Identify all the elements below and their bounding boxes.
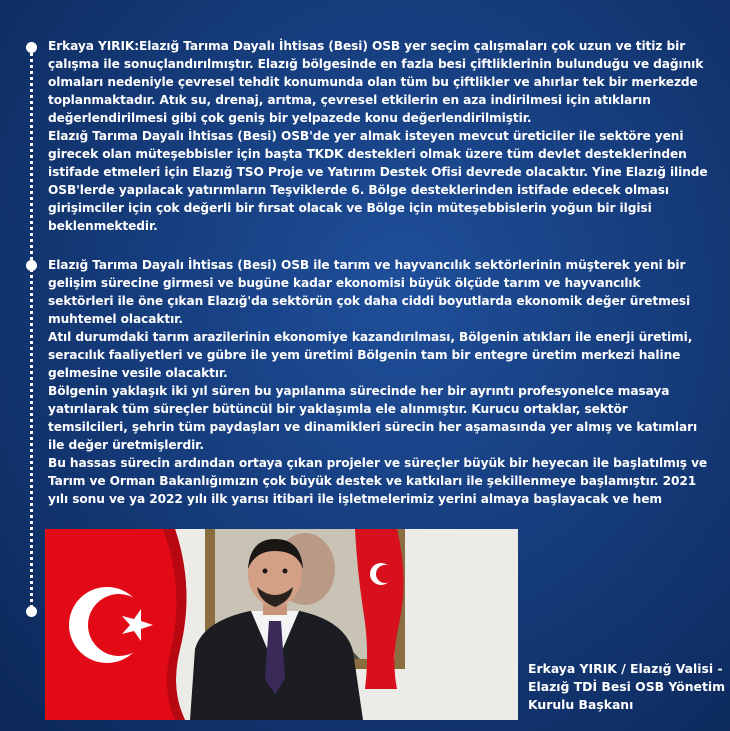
article-section-1: [48, 37, 710, 235]
timeline-dot-bottom: [26, 606, 37, 617]
paragraph: Elazığ Tarıma Dayalı İhtisas (Besi) OSB ile tarım ve hayvancılık sektörlerinin müşterek yeni bir gelişim sürecine girmesi ve bugüne kadar ekonomisi büyük ölçüde tarım ve hayvancılık sektörleri ile öne çıkan Elazığ'da sektörün çok daha ciddi boyutlarda ekonomik değer üretmesi muhtemel olacaktır.: [48, 258, 691, 326]
caption-line: Erkaya YIRIK / Elazığ Valisi -: [528, 661, 723, 676]
timeline-dot-top: [26, 42, 37, 53]
governor-portrait-photo: [45, 529, 518, 720]
paragraph: Erkaya YIRIK:Elazığ Tarıma Dayalı İhtisas (Besi) OSB yer seçim çalışmaları çok uzun ve titiz bir çalışma ile sonuçlandırılmıştır. Elazığ bölgesinde en fazla besi çiftliklerinin bulunduğu ve dağınık olmaları nedeniyle çevresel tehdit konumunda olan tüm bu çiftlikler ve ahırlar tek bir merkezde toplanmaktadır. Atık su, drenaj, arıtma, çevresel etkilerin en aza indirilmesi için atıkların değerlendirilmesi gibi çok geniş bir yelpazede konu değerlendirilmiştir.: [48, 39, 704, 125]
timeline-dot-middle: [26, 260, 37, 271]
article-section-2: [48, 256, 710, 508]
paragraph: Atıl durumdaki tarım arazilerinin ekonomiye kazandırılması, Bölgenin atıkları ile enerji üretimi, seracılık faaliyetleri ve gübre ile yem üretimi Bölgenin tam bir entegre üretim merkezi haline gelmesine vesile olacaktır.: [48, 330, 693, 380]
paragraph: Elazığ Tarıma Dayalı İhtisas (Besi) OSB'de yer almak isteyen mevcut üreticiler ile sektöre yeni girecek olan müteşebbisler için başta TKDK destekleri olmak üzere tüm devlet desteklerinden istifade etmeleri için Elazığ TSO Proje ve Yatırım Destek Ofisi devrede olacaktır. Yine Elazığ ilinde OSB'lerde yapılacak yatırımların Teşviklerde 6. Bölge desteklerinden istifade edecek olması girişimciler için çok değerli bir fırsat olacak ve Bölge için müteşebbislerin yoğun bir ilgisi beklenmektedir.: [48, 129, 708, 233]
caption-line: Elazığ TDİ Besi OSB Yönetim: [528, 679, 726, 694]
caption-line: Kurulu Başkanı: [528, 697, 634, 712]
turkish-flag-left-icon: [45, 529, 186, 720]
photo-caption: [528, 660, 728, 714]
paragraph: Bölgenin yaklaşık iki yıl süren bu yapılanma sürecinde her bir ayrıntı profesyonelce masaya yatırılarak tüm süreçler bütüncül bir yaklaşımla ele alınmıştır. Kurucu ortaklar, sektör temsilcileri, şehrin tüm paydaşları ve dinamikleri sürecin her aşamasında yer almış ve katımları ile değer üretmişlerdir.: [48, 384, 698, 452]
timeline-line: [30, 48, 33, 613]
paragraph: Bu hassas sürecin ardından ortaya çıkan projeler ve süreçler büyük bir heyecan ile başlatılmış ve Tarım ve Orman Bakanlığımızın çok büyük destek ve katkıları ile şekillenmeye başlamıştır. 2021 yılı sonu ve ya 2022 yılı ilk yarısı itibari ile işletmelerimiz yerini almaya başlayacak ve hem: [48, 456, 708, 506]
